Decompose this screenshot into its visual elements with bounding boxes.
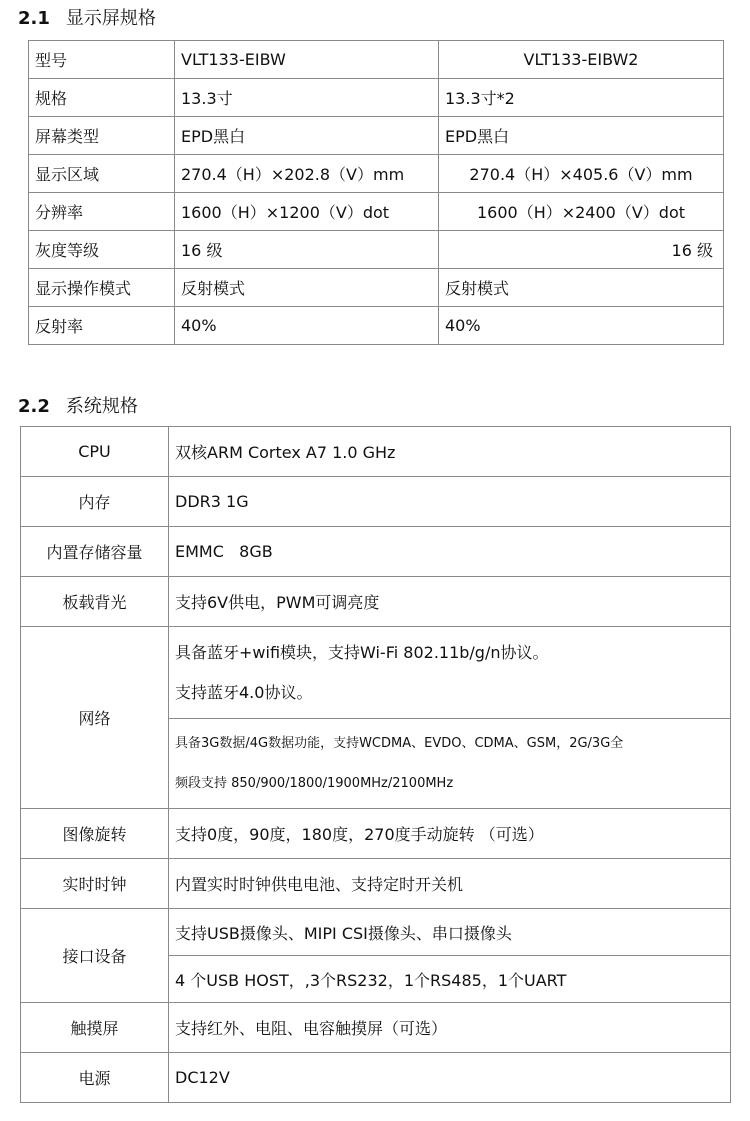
table-row: [21, 859, 731, 909]
table-row: [29, 117, 724, 155]
section-title: 系统规格: [65, 396, 138, 417]
row-label: 内存: [21, 477, 169, 527]
cell-value: 1600（H）×1200（V）dot: [175, 193, 439, 231]
table-row: [21, 427, 731, 477]
row-label: 规格: [29, 79, 175, 117]
row-label: 实时时钟: [21, 859, 169, 909]
section-heading-system: [18, 392, 138, 418]
row-label: 分辨率: [29, 193, 175, 231]
cell-value: 16 级: [439, 231, 724, 269]
row-label: 型号: [29, 41, 175, 79]
system-spec-table: [20, 426, 731, 1103]
table-row: [29, 231, 724, 269]
cell-value: 1600（H）×2400（V）dot: [439, 193, 724, 231]
cell-value: DC12V: [169, 1053, 731, 1103]
cell-value: DDR3 1G: [169, 477, 731, 527]
cell-value: [169, 627, 731, 719]
cell-value: 支持0度，90度，180度，270度手动旋转 （可选）: [169, 809, 731, 859]
table-row: [29, 193, 724, 231]
network-line: 具备蓝牙+wifi模块，支持Wi-Fi 802.11b/g/n协议。: [175, 642, 549, 662]
cell-model-1: VLT133-EIBW: [175, 41, 439, 79]
row-label: 触摸屏: [21, 1003, 169, 1053]
cell-value: 双核ARM Cortex A7 1.0 GHz: [169, 427, 731, 477]
row-label: 显示区域: [29, 155, 175, 193]
cell-value: 支持红外、电阻、电容触摸屏（可选）: [169, 1003, 731, 1053]
row-label: 反射率: [29, 307, 175, 345]
table-row: [29, 41, 724, 79]
network-line: 频段支持 850/900/1800/1900MHz/2100MHz: [175, 775, 454, 791]
row-label: 灰度等级: [29, 231, 175, 269]
cell-value: 4 个USB HOST，,3个RS232，1个RS485，1个UART: [169, 956, 731, 1003]
row-label: 板载背光: [21, 577, 169, 627]
cell-value: 反射模式: [175, 269, 439, 307]
row-label: CPU: [21, 427, 169, 477]
cell-value: EMMC 8GB: [169, 527, 731, 577]
table-row: [21, 1003, 731, 1053]
row-label: 网络: [21, 627, 169, 809]
table-row: [21, 1053, 731, 1103]
cell-model-2: VLT133-EIBW2: [439, 41, 724, 79]
row-label: 接口设备: [21, 909, 169, 1003]
cell-value: 内置实时时钟供电电池、支持定时开关机: [169, 859, 731, 909]
section-heading-display: [18, 4, 156, 30]
table-row: [21, 577, 731, 627]
row-label: 内置存储容量: [21, 527, 169, 577]
cell-value: 支持6V供电，PWM可调亮度: [169, 577, 731, 627]
display-spec-table: [28, 40, 724, 345]
table-row: [21, 527, 731, 577]
network-line: 支持蓝牙4.0协议。: [175, 682, 313, 702]
table-row: [21, 809, 731, 859]
cell-value: EPD黑白: [439, 117, 724, 155]
table-row: [29, 155, 724, 193]
network-line: 具备3G数据/4G数据功能，支持WCDMA、EVDO、CDMA、GSM，2G/3G全: [175, 735, 624, 751]
cell-value: 40%: [175, 307, 439, 345]
section-title: 显示屏规格: [65, 8, 156, 29]
row-label: 屏幕类型: [29, 117, 175, 155]
cell-value: 反射模式: [439, 269, 724, 307]
cell-value: 40%: [439, 307, 724, 345]
cell-value: 支持USB摄像头、MIPI CSI摄像头、串口摄像头: [169, 909, 731, 956]
cell-value: 13.3寸*2: [439, 79, 724, 117]
cell-value: EPD黑白: [175, 117, 439, 155]
row-label: 电源: [21, 1053, 169, 1103]
cell-value: [169, 719, 731, 809]
row-label: 图像旋转: [21, 809, 169, 859]
cell-value: 16 级: [175, 231, 439, 269]
table-row: [21, 477, 731, 527]
table-row: [21, 627, 731, 719]
table-row: [29, 307, 724, 345]
table-row: [21, 909, 731, 956]
section-number: 2.1: [18, 8, 50, 29]
cell-value: 270.4（H）×202.8（V）mm: [175, 155, 439, 193]
section-number: 2.2: [18, 396, 50, 417]
row-label: 显示操作模式: [29, 269, 175, 307]
table-row: [29, 79, 724, 117]
cell-value: 270.4（H）×405.6（V）mm: [439, 155, 724, 193]
cell-value: 13.3寸: [175, 79, 439, 117]
table-row: [29, 269, 724, 307]
